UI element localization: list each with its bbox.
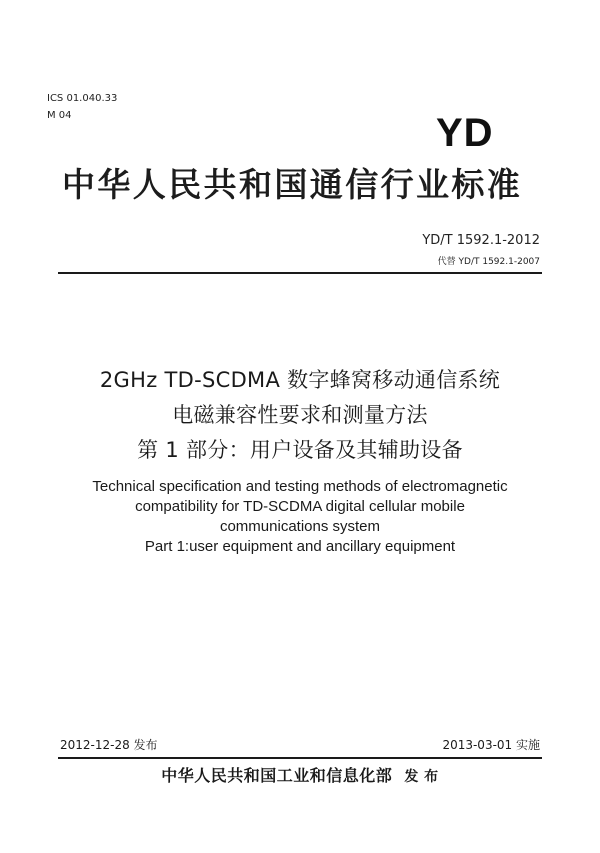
yd-logo: YD [436, 111, 494, 155]
release-date: 2012-12-28 发布 [60, 738, 158, 752]
top-divider [58, 272, 542, 274]
replaces-standard: 代替 YD/T 1592.1-2007 [437, 257, 540, 267]
issue-action: 发 布 [404, 769, 439, 785]
english-title [0, 477, 600, 557]
english-title-line: Part 1:user equipment and ancillary equipment [144, 538, 456, 555]
english-title-line: Technical specification and testing methods of electromagnetic [92, 478, 508, 495]
ics-code: ICS 01.040.33 [47, 93, 118, 104]
issuing-authority [0, 766, 600, 787]
english-title-line: compatibility for TD-SCDMA digital cellular mobile [135, 498, 465, 515]
chinese-title-line: 2GHz TD-SCDMA 数字蜂窝移动通信系统 [99, 368, 501, 392]
chinese-title-line: 电磁兼容性要求和测量方法 [172, 403, 428, 427]
english-title-line: communications system [219, 518, 381, 535]
chinese-title-line: 第 1 部分：用户设备及其辅助设备 [137, 438, 463, 462]
issuer-name: 中华人民共和国工业和信息化部 [161, 766, 393, 785]
bottom-divider [58, 757, 542, 759]
standard-category-title: 中华人民共和国通信行业标准 [62, 165, 523, 204]
chinese-title [0, 363, 600, 468]
standard-number: YD/T 1592.1-2012 [422, 233, 540, 248]
implementation-date: 2013-03-01 实施 [442, 738, 540, 752]
classification-code: M 04 [47, 110, 72, 121]
